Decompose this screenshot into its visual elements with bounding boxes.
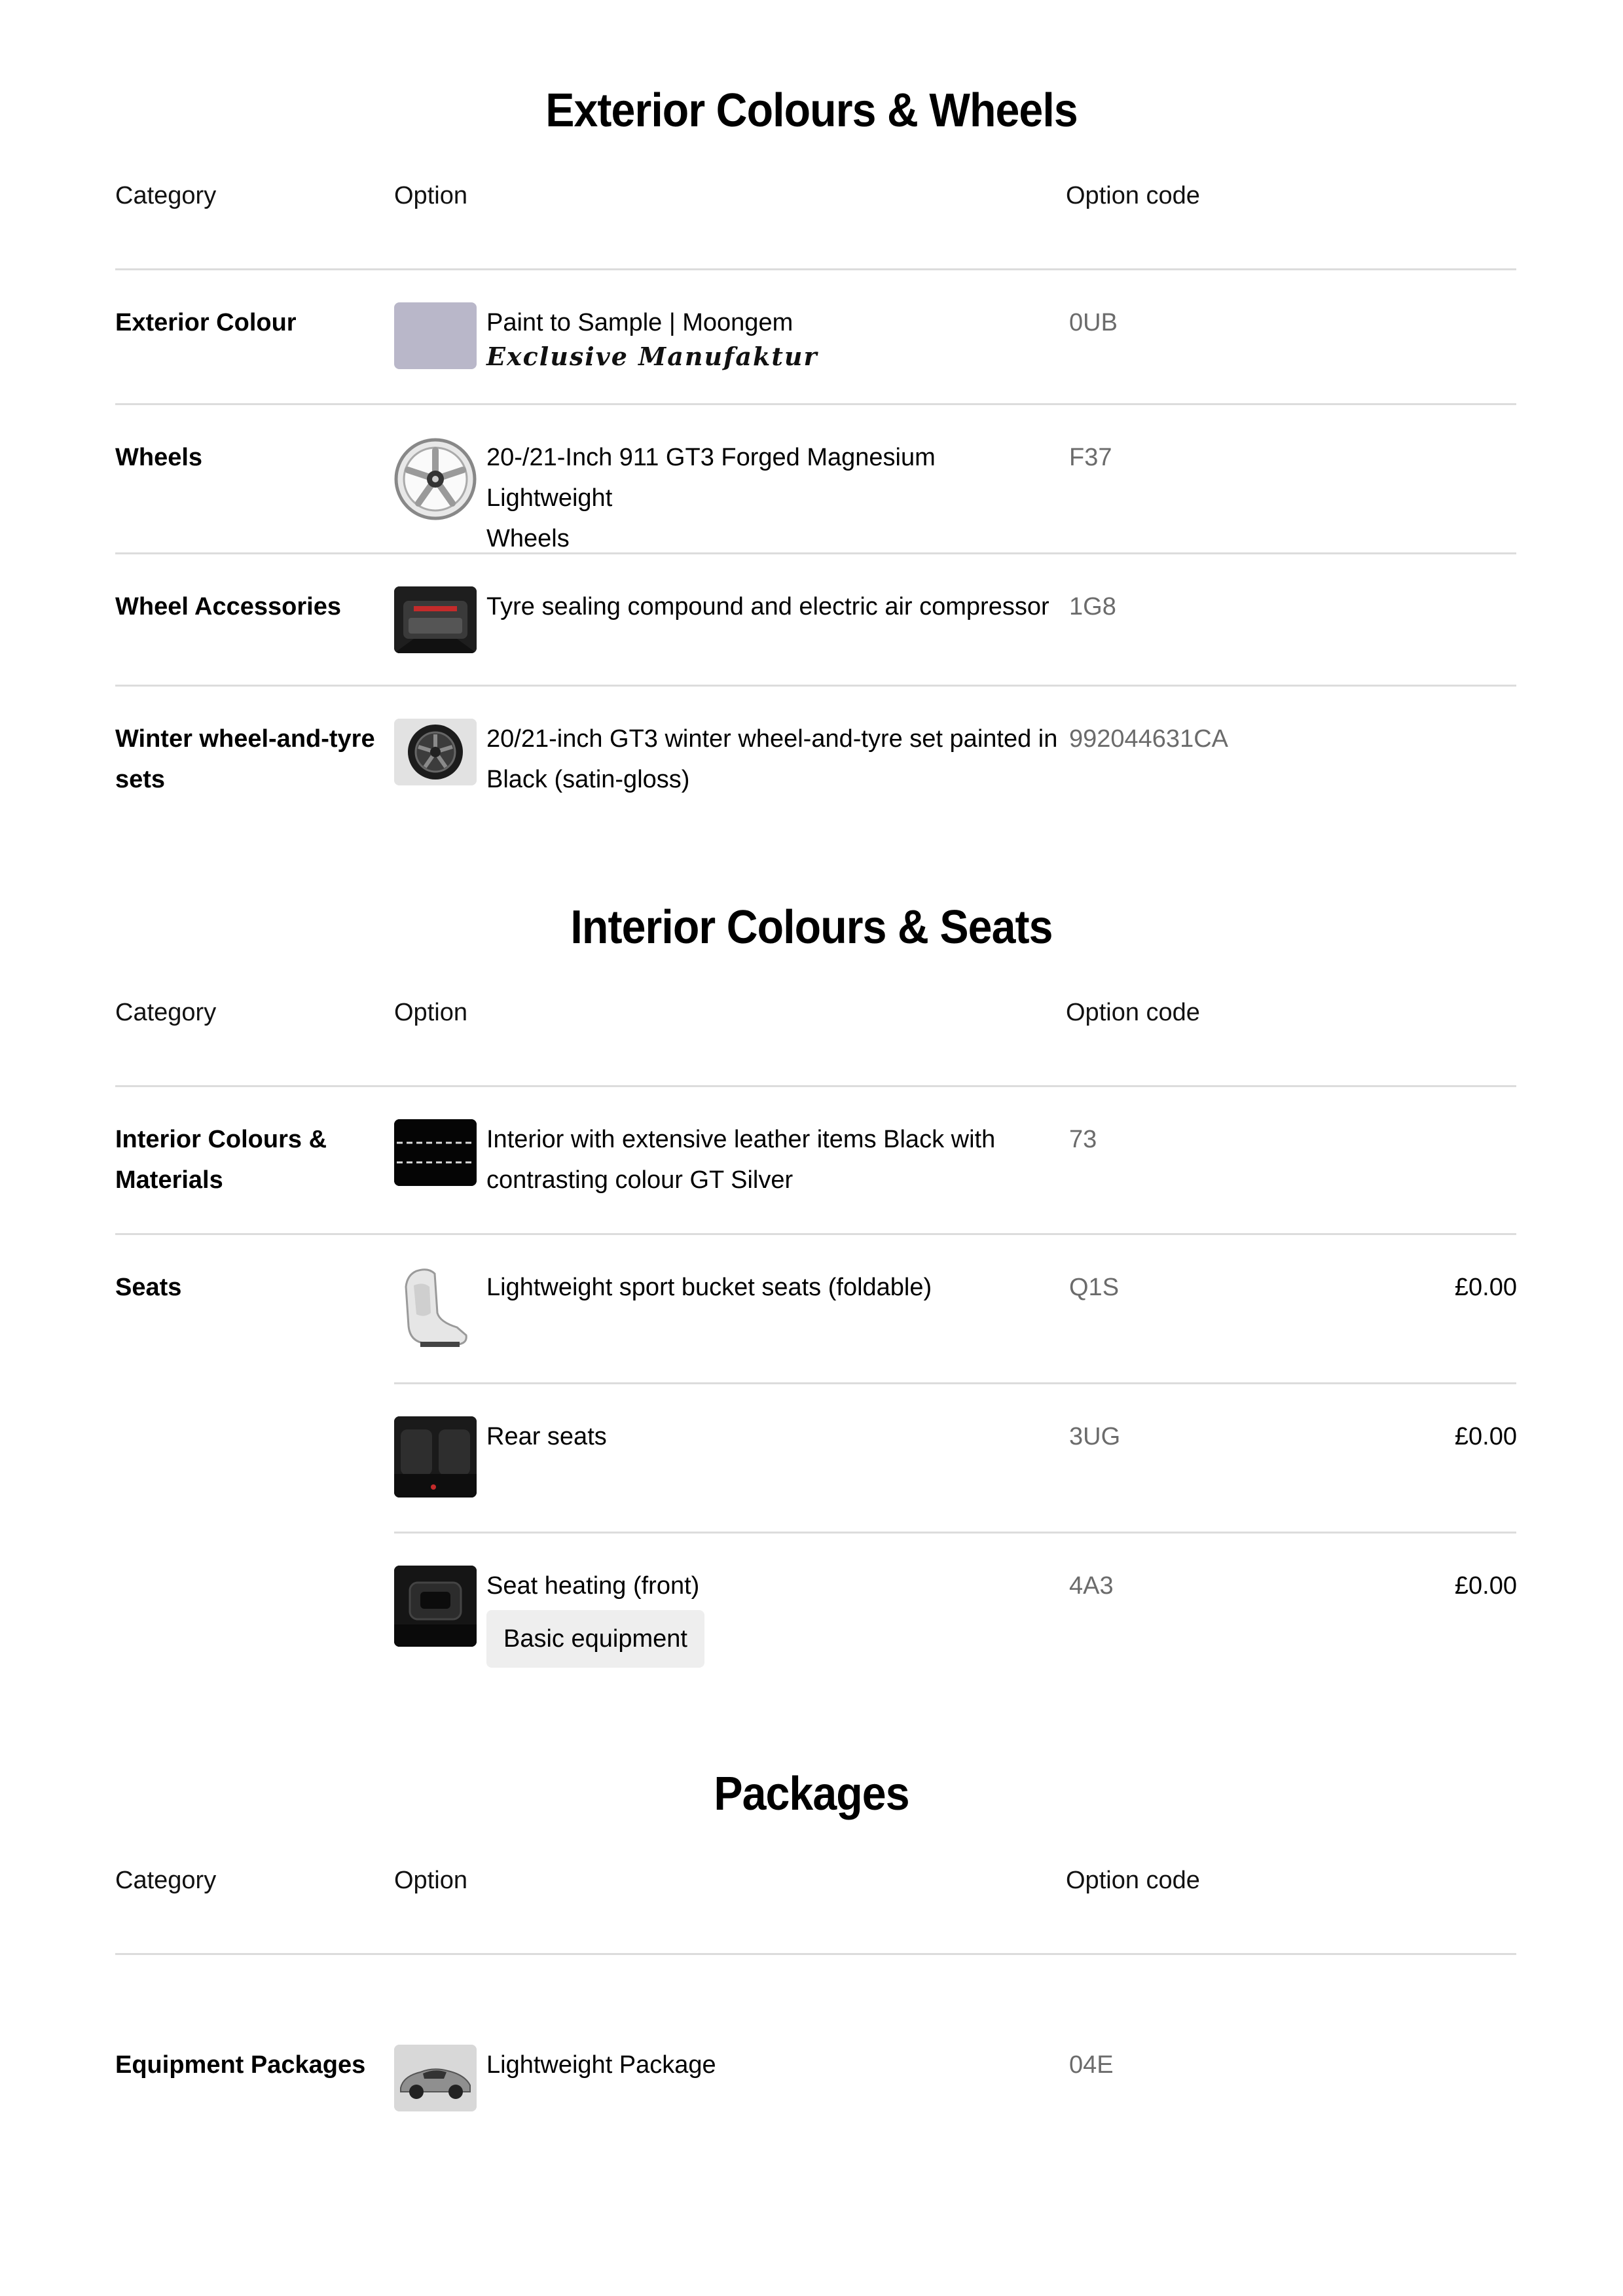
category-label-line: sets bbox=[115, 766, 166, 793]
option-price: £0.00 bbox=[1454, 1572, 1517, 1600]
paint-swatch-icon[interactable] bbox=[394, 302, 477, 369]
bucket-seat-icon[interactable] bbox=[394, 1267, 477, 1351]
option-label[interactable]: Tyre sealing compound and electric air compressor bbox=[486, 593, 1049, 620]
option-label-line: contrasting colour GT Silver bbox=[486, 1166, 793, 1194]
option-price: £0.00 bbox=[1454, 1274, 1517, 1301]
option-code: F37 bbox=[1069, 444, 1112, 471]
option-code: 4A3 bbox=[1069, 1572, 1114, 1600]
option-label-line: Black (satin-gloss) bbox=[486, 766, 690, 793]
category-label bbox=[115, 719, 377, 800]
divider bbox=[115, 685, 1516, 687]
option-label-line: 20/21-inch GT3 winter wheel-and-tyre set painted in bbox=[486, 725, 1058, 753]
option-label-line: Wheels bbox=[486, 525, 570, 552]
option-label[interactable]: Lightweight Package bbox=[486, 2051, 716, 2079]
car-icon[interactable] bbox=[394, 2045, 477, 2111]
divider bbox=[115, 268, 1516, 270]
option-label[interactable] bbox=[486, 1119, 1063, 1200]
option-code: 992044631CA bbox=[1069, 725, 1228, 753]
header-option-code: Option code bbox=[1066, 1867, 1200, 1894]
option-label[interactable]: Paint to Sample | Moongem bbox=[486, 309, 793, 336]
option-label[interactable] bbox=[486, 719, 1063, 800]
category-label-line: Winter wheel-and-tyre bbox=[115, 725, 375, 753]
option-code: 0UB bbox=[1069, 309, 1118, 336]
exclusive-manufaktur-logo: Exclusive Manufaktur bbox=[486, 342, 818, 371]
option-label[interactable]: Seat heating (front) bbox=[486, 1572, 700, 1600]
option-label-line: 20-/21-Inch 911 GT3 Forged Magnesium Lightweight bbox=[486, 444, 936, 512]
category-label: Wheel Accessories bbox=[115, 593, 341, 620]
category-label: Exterior Colour bbox=[115, 309, 297, 336]
option-code: 73 bbox=[1069, 1126, 1097, 1153]
option-label-line: Interior with extensive leather items Black with bbox=[486, 1126, 996, 1153]
rear-seats-icon[interactable] bbox=[394, 1416, 477, 1498]
divider bbox=[115, 1233, 1516, 1235]
header-option-code: Option code bbox=[1066, 999, 1200, 1026]
section-title-packages: Packages bbox=[714, 1768, 909, 1820]
category-label bbox=[115, 1119, 377, 1200]
header-category: Category bbox=[115, 1867, 217, 1894]
category-label-line: Interior Colours & bbox=[115, 1126, 327, 1153]
section-title-exterior: Exterior Colours & Wheels bbox=[545, 84, 1078, 137]
winter-wheel-icon[interactable] bbox=[394, 719, 477, 785]
divider bbox=[115, 1953, 1516, 1955]
option-code: 04E bbox=[1069, 2051, 1114, 2079]
seat-heating-icon[interactable] bbox=[394, 1566, 477, 1647]
divider bbox=[115, 403, 1516, 405]
category-label: Equipment Packages bbox=[115, 2051, 366, 2079]
header-option: Option bbox=[394, 1867, 467, 1894]
category-label: Wheels bbox=[115, 444, 203, 471]
option-code: 3UG bbox=[1069, 1423, 1121, 1450]
divider bbox=[115, 1085, 1516, 1087]
header-category: Category bbox=[115, 182, 217, 209]
header-category: Category bbox=[115, 999, 217, 1026]
option-label[interactable]: Rear seats bbox=[486, 1423, 607, 1450]
header-option: Option bbox=[394, 999, 467, 1026]
category-label-line: Materials bbox=[115, 1166, 223, 1194]
option-label[interactable]: Lightweight sport bucket seats (foldable) bbox=[486, 1274, 932, 1301]
basic-equipment-badge: Basic equipment bbox=[486, 1610, 704, 1668]
option-label[interactable] bbox=[486, 437, 1063, 559]
section-title-interior: Interior Colours & Seats bbox=[570, 901, 1053, 954]
wheel-icon[interactable] bbox=[394, 437, 477, 521]
divider bbox=[394, 1532, 1516, 1534]
option-code: 1G8 bbox=[1069, 593, 1116, 620]
category-label: Seats bbox=[115, 1274, 182, 1301]
divider bbox=[394, 1382, 1516, 1384]
header-option: Option bbox=[394, 182, 467, 209]
option-code: Q1S bbox=[1069, 1274, 1120, 1301]
divider bbox=[115, 552, 1516, 554]
compressor-icon[interactable] bbox=[394, 586, 477, 653]
interior-icon[interactable] bbox=[394, 1119, 477, 1186]
header-option-code: Option code bbox=[1066, 182, 1200, 209]
option-price: £0.00 bbox=[1454, 1423, 1517, 1450]
